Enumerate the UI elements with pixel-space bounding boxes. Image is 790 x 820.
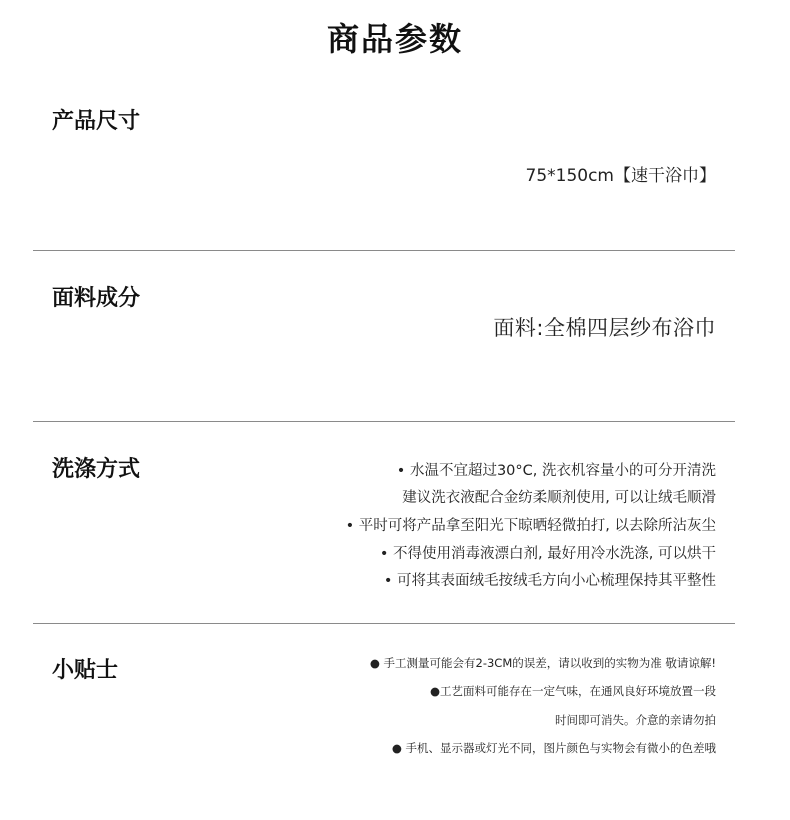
tip-line: ● 手工测量可能会有2-3CM的误差，请以收到的实物为准 敬请谅解! — [369, 656, 716, 670]
washing-instruction: • 不得使用消毒液漂白剂, 最好用冷水洗涤, 可以烘干 — [379, 546, 716, 562]
size-value: 75*150cm【速干浴巾】 — [525, 166, 716, 186]
washing-instruction: • 可将其表面绒毛按绒毛方向小心梳理保持其平整性 — [383, 573, 716, 589]
washing-instruction: 建议洗衣液配合金纺柔顺剂使用, 可以让绒毛顺滑 — [402, 490, 716, 506]
tip-line: ●工艺面料可能存在一定气味，在通风良好环境放置一段 — [429, 684, 716, 698]
washing-instruction: • 平时可将产品拿至阳光下晾晒轻微拍打, 以去除所沾灰尘 — [345, 518, 716, 534]
section-divider — [33, 421, 735, 422]
section-heading-tips: 小贴士 — [52, 658, 119, 683]
section-heading-washing: 洗涤方式 — [52, 457, 141, 482]
section-heading-size: 产品尺寸 — [52, 109, 141, 134]
tip-line: 时间即可消失。介意的亲请勿拍 — [555, 713, 716, 727]
section-heading-fabric: 面料成分 — [52, 286, 141, 311]
page-title: 商品参数 — [326, 20, 463, 58]
section-divider — [33, 623, 735, 624]
section-divider — [33, 250, 735, 251]
washing-instruction: • 水温不宜超过30°C, 洗衣机容量小的可分开清洗 — [396, 463, 716, 479]
fabric-value: 面料:全棉四层纱布浴巾 — [493, 316, 716, 340]
tip-line: ● 手机、显示器或灯光不同，图片颜色与实物会有微小的色差哦 — [391, 741, 716, 755]
